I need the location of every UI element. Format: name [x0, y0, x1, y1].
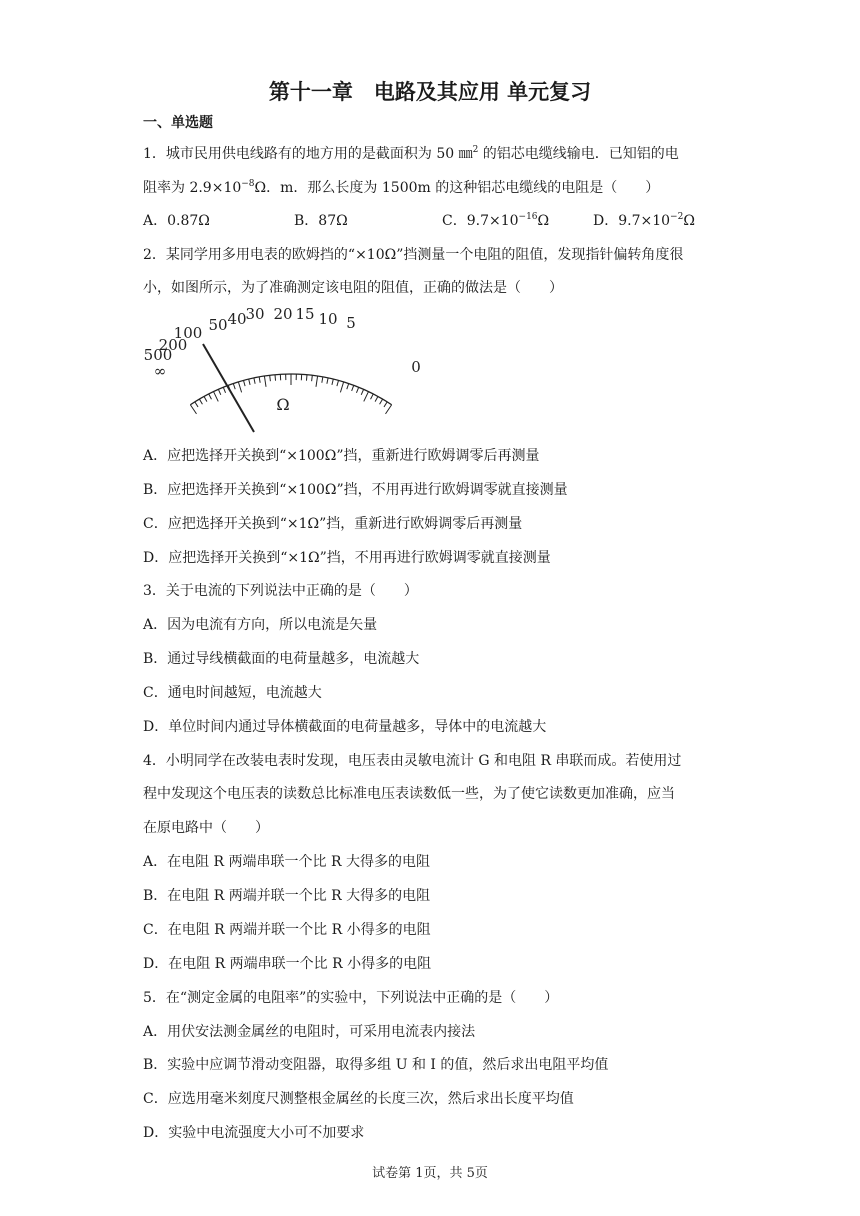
- q2-option-d: D．应把选择开关换到“×1Ω”挡，不用再进行欧姆调零就直接测量: [143, 550, 551, 566]
- q2-line-2: 小，如图所示，为了准确测定该电阻的阻值，正确的做法是（ ）: [143, 280, 563, 296]
- scale-tick: [364, 392, 369, 402]
- scale-tick: [375, 396, 378, 401]
- scale-tick: [306, 375, 307, 381]
- scale-tick: [340, 382, 343, 393]
- scale-label: ∞: [153, 362, 167, 380]
- q4-option-c: C．在电阻 R 两端并联一个比 R 小得多的电阻: [143, 922, 431, 938]
- q1-line-1: 1．城市民用供电线路有的地方用的是截面积为 50 ㎜$^2$ 的铝芯电缆线输电．已知铝的电: [143, 145, 679, 162]
- scale-label: 500: [143, 346, 173, 364]
- q1-option-c: C．$9.7\times 10^{-16}\Omega$: [442, 212, 550, 229]
- q3-stem: 3．关于电流的下列说法中正确的是（ ）: [143, 583, 418, 599]
- scale-label: 50: [208, 316, 228, 334]
- scale-tick: [384, 402, 387, 407]
- q3-option-b: B．通过导线横截面的电荷量越多，电流越大: [143, 651, 420, 667]
- q4-option-b: B．在电阻 R 两端并联一个比 R 大得多的电阻: [143, 888, 431, 904]
- page-footer: 试卷第 1页，共 5页: [372, 1166, 488, 1181]
- unit-label: Ω: [276, 395, 290, 414]
- scale-tick: [264, 376, 266, 387]
- page-title: 第十一章 电路及其应用 单元复习: [268, 80, 592, 104]
- scale-label: 100: [173, 324, 203, 342]
- scale-tick: [195, 402, 198, 407]
- scale-label: 200: [158, 336, 188, 354]
- q5-option-b: B．实验中应调节滑动变阻器，取得多组 U 和 I 的值，然后求出电阻平均值: [143, 1057, 609, 1073]
- scale-tick: [223, 387, 225, 393]
- scale-label: 10: [318, 310, 338, 328]
- scale-tick: [249, 379, 250, 385]
- scale-tick: [371, 394, 374, 399]
- q4-option-d: D．在电阻 R 两端串联一个比 R 小得多的电阻: [143, 956, 432, 972]
- ohmmeter-figure: [143, 304, 443, 434]
- scale-tick: [275, 375, 276, 381]
- scale-label: 20: [273, 305, 293, 323]
- q4-option-a: A．在电阻 R 两端串联一个比 R 大得多的电阻: [143, 854, 430, 870]
- scale-tick: [259, 377, 260, 383]
- scale-tick: [347, 384, 349, 390]
- scale-tick: [199, 399, 202, 404]
- scale-tick: [356, 387, 358, 393]
- scale-label: 0: [411, 358, 421, 376]
- q2-option-a: A．应把选择开关换到“×100Ω”挡，重新进行欧姆调零后再测量: [143, 448, 540, 464]
- scale-tick: [337, 380, 339, 386]
- scale-tick: [361, 389, 363, 394]
- q4-line-2: 程中发现这个电压表的读数总比标准电压表读数低一些，为了使它读数更加准确，应当: [143, 786, 675, 802]
- scale-tick: [209, 394, 212, 399]
- scale-tick: [380, 399, 383, 404]
- q4-line-3: 在原电路中（ ）: [143, 820, 269, 836]
- scale-label: 5: [346, 314, 356, 332]
- q3-option-c: C．通电时间越短，电流越大: [143, 685, 322, 701]
- scale-tick: [312, 375, 313, 381]
- q1-options: [143, 210, 743, 230]
- q1-line-2: 阻率为 $2.9\times 10^{-8}\Omega$．m．那么长度为 1500m 的这种铝芯电缆线的电阻是（ ）: [143, 179, 660, 196]
- q5-option-c: C．应选用毫米刻度尺测整根金属丝的长度三次，然后求出长度平均值: [143, 1091, 574, 1107]
- scale-tick: [204, 396, 207, 401]
- scale-tick: [238, 382, 241, 393]
- scale-tick: [244, 380, 246, 386]
- q5-stem: 5．在“测定金属的电阻率”的实验中，下列说法中正确的是（ ）: [143, 990, 559, 1006]
- scale-tick: [352, 385, 354, 391]
- q3-option-d: D．单位时间内通过导体横截面的电荷量越多，导体中的电流越大: [143, 719, 547, 735]
- q3-option-a: A．因为电流有方向，所以电流是矢量: [143, 617, 378, 633]
- scale-tick: [386, 405, 392, 414]
- q1-option-d: D．$9.7\times 10^{-2}\Omega$: [593, 212, 695, 229]
- scale-tick: [316, 376, 318, 387]
- q5-option-d: D．实验中电流强度大小可不加要求: [143, 1125, 365, 1141]
- ohmmeter-scale: [143, 304, 443, 434]
- q1-option-b: B．87Ω: [294, 213, 348, 229]
- scale-label: 40: [227, 310, 247, 328]
- scale-tick: [214, 392, 219, 402]
- scale-tick: [327, 378, 328, 384]
- section-heading: 一、单选题: [143, 115, 213, 131]
- meter-needle: [203, 344, 254, 432]
- q5-option-a: A．用伏安法测金属丝的电阻时，可采用电流表内接法: [143, 1024, 476, 1040]
- scale-label: 15: [295, 305, 315, 323]
- q1-option-a: A．0.87Ω: [143, 213, 210, 229]
- scale-tick: [270, 375, 271, 381]
- q4-line-1: 4．小明同学在改装电表时发现，电压表由灵敏电流计 G 和电阻 R 串联而成。若使用过: [143, 753, 682, 769]
- scale-tick: [233, 384, 235, 390]
- scale-label: 30: [245, 305, 265, 323]
- scale-tick: [322, 377, 323, 383]
- q2-option-b: B．应把选择开关换到“×100Ω”挡，不用再进行欧姆调零就直接测量: [143, 482, 568, 498]
- scale-tick: [190, 405, 196, 414]
- q2-option-c: C．应把选择开关换到“×1Ω”挡，重新进行欧姆调零后再测量: [143, 516, 523, 532]
- scale-tick: [332, 379, 333, 385]
- scale-tick: [254, 378, 255, 384]
- scale-tick: [218, 389, 220, 394]
- q2-line-1: 2．某同学用多用电表的欧姆挡的“×10Ω”挡测量一个电阻的阻值，发现指针偏转角度很: [143, 247, 684, 263]
